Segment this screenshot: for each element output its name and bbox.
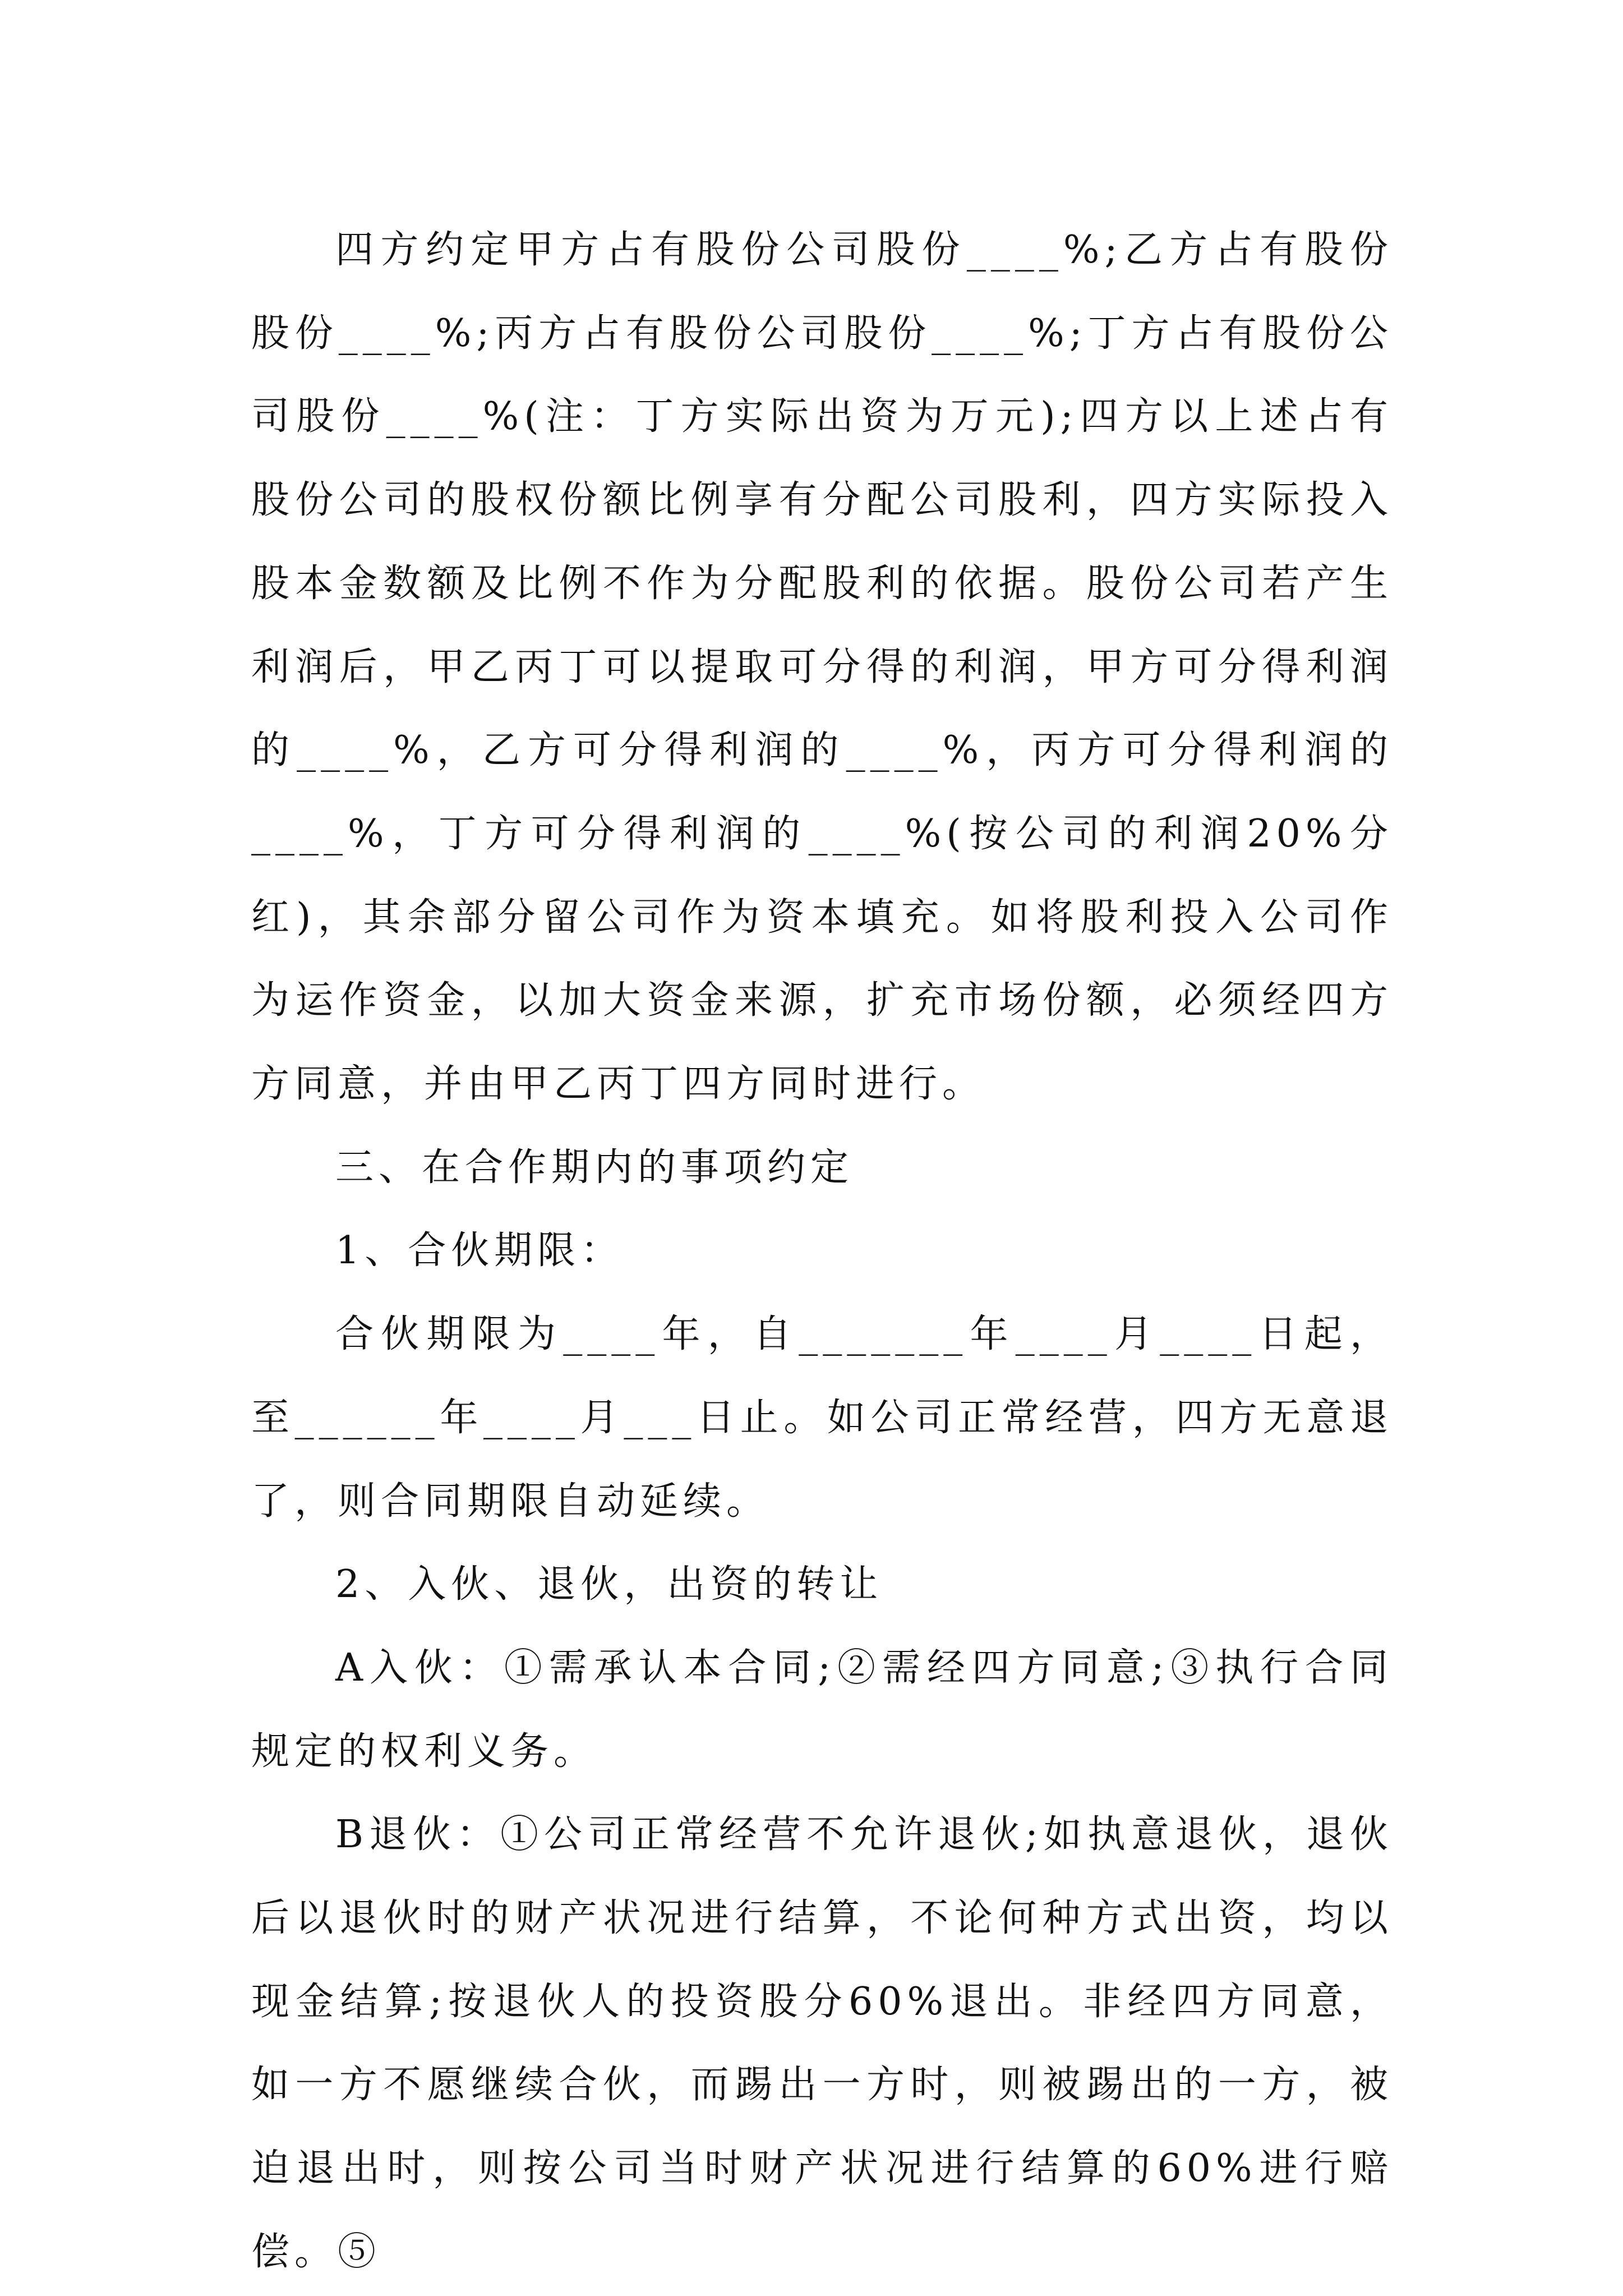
subheading-join-withdraw: 2、入伙、退伙，出资的转让: [335, 1562, 883, 1607]
paragraph-joining: A入伙：①需承认本合同;②需经四方同意;③执行合同规定的权利义务。: [251, 1645, 1393, 1774]
paragraph-partnership-term: 合伙期限为____年，自_______年____月____日起，至______年____月___日止。如公司正常经营，四方无意退了，则合同期限自动延续。: [251, 1312, 1393, 1524]
paragraph-withdrawal: B退伙：①公司正常经营不允许退伙;如执意退伙，退伙后以退伙时的财产状况进行结算，不论何种方式出资，均以现金结算;按退伙人的投资股分60%退出。非经四方同意，如一方不愿继续合伙，而踢出一方时，则被踢出的一方，被迫退出时，则按公司当时财产状况进行结算的60%进行赔偿。⑤: [251, 1812, 1393, 2274]
subheading-partnership-term: 1、合伙期限：: [335, 1228, 624, 1273]
paragraph-dividend-terms: 四方约定甲方占有股份公司股份____%;乙方占有股份股份____%;丙方占有股份公司股份____%;丁方占有股份公司股份____%(注：丁方实际出资为万元);四方以上述占有股份公司的股权份额比例享有分配公司股利，四方实际投入股本金数额及比例不作为分配股利的依据。股份公司若产生利润后，甲乙丙丁可以提取可分得的利润，甲方可分得利润的____%，乙方可分得利润的____%，丙方可分得利润的____%，丁方可分得利润的____%(按公司的利润20%分红)，其余部分留公司作为资本填充。如将股利投入公司作为运作资金，以加大资金来源，扩充市场份额，必须经四方方同意，并由甲乙丙丁四方同时进行。: [251, 228, 1393, 1107]
section-heading-cooperation-terms: 三、在合作期内的事项约定: [335, 1145, 854, 1190]
document-body: [251, 209, 1393, 2294]
